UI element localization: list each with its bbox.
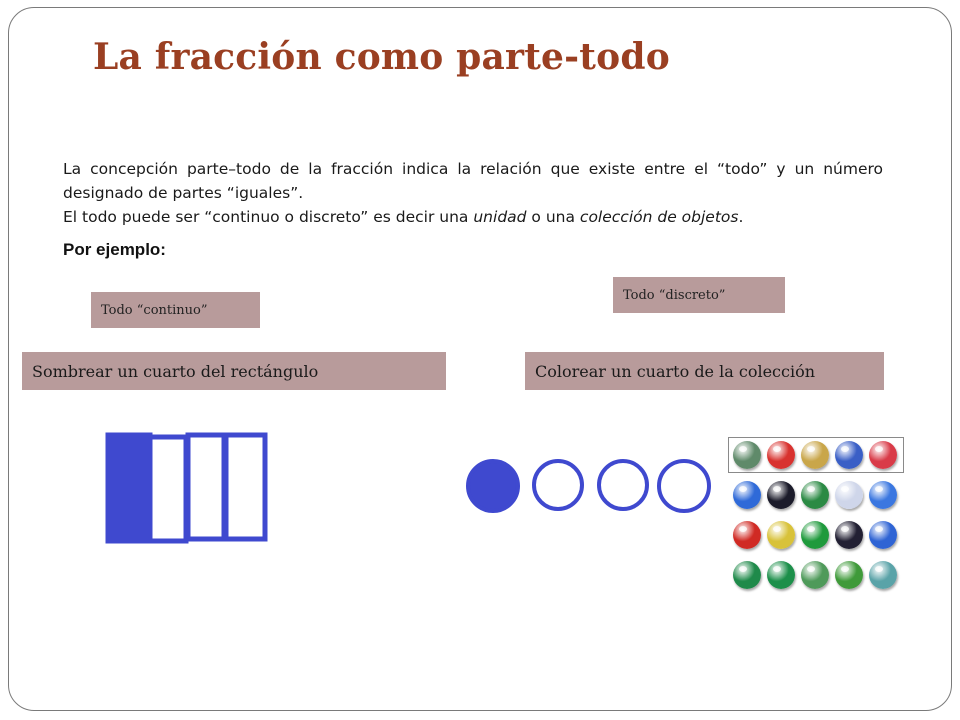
marble <box>801 441 829 469</box>
circles-fraction-figure <box>462 455 717 517</box>
marble <box>835 441 863 469</box>
example-label: Por ejemplo: <box>63 240 166 259</box>
circle-filled <box>468 461 518 511</box>
marble <box>767 561 795 589</box>
paragraph-2-coleccion: colección de objetos <box>579 208 739 226</box>
marble <box>869 521 897 549</box>
rectangle-fraction-figure <box>105 432 270 547</box>
instruction-shade-rectangle: Sombrear un cuarto del rectángulo <box>22 352 446 390</box>
tag-todo-discreto: Todo “discreto” <box>613 277 785 313</box>
marble <box>801 481 829 509</box>
circle-empty-1 <box>534 461 582 509</box>
rectangle-part-shaded <box>108 435 150 541</box>
marbles-collection-image <box>728 437 906 597</box>
body-text <box>63 157 883 229</box>
rectangle-part-2 <box>150 437 186 541</box>
rectangle-part-3 <box>188 435 224 539</box>
circle-empty-3 <box>659 461 709 511</box>
circle-empty-2 <box>599 461 647 509</box>
marble <box>869 481 897 509</box>
marble <box>767 521 795 549</box>
marble <box>767 441 795 469</box>
marble <box>835 481 863 509</box>
rectangle-part-4 <box>226 435 265 539</box>
paragraph-2 <box>63 205 883 229</box>
paragraph-2-start: El todo puede ser “continuo o discreto” es decir una <box>63 208 474 226</box>
marble <box>733 521 761 549</box>
marble <box>733 561 761 589</box>
marble <box>869 561 897 589</box>
marble <box>733 481 761 509</box>
slide-title: La fracción como parte-todo <box>93 36 670 78</box>
paragraph-2-mid: o una <box>526 208 580 226</box>
paragraph-2-unidad: unidad <box>473 208 527 226</box>
paragraph-1: La concepción parte–todo de la fracción indica la relación que existe entre el “todo” y un número designado de partes “iguales”. <box>63 160 883 202</box>
marble <box>835 521 863 549</box>
marble <box>801 521 829 549</box>
marble <box>733 441 761 469</box>
tag-todo-continuo: Todo “continuo” <box>91 292 260 328</box>
instruction-color-collection: Colorear un cuarto de la colección <box>525 352 884 390</box>
marble <box>767 481 795 509</box>
marble <box>835 561 863 589</box>
paragraph-2-end: . <box>738 208 744 226</box>
marble <box>869 441 897 469</box>
marble <box>801 561 829 589</box>
